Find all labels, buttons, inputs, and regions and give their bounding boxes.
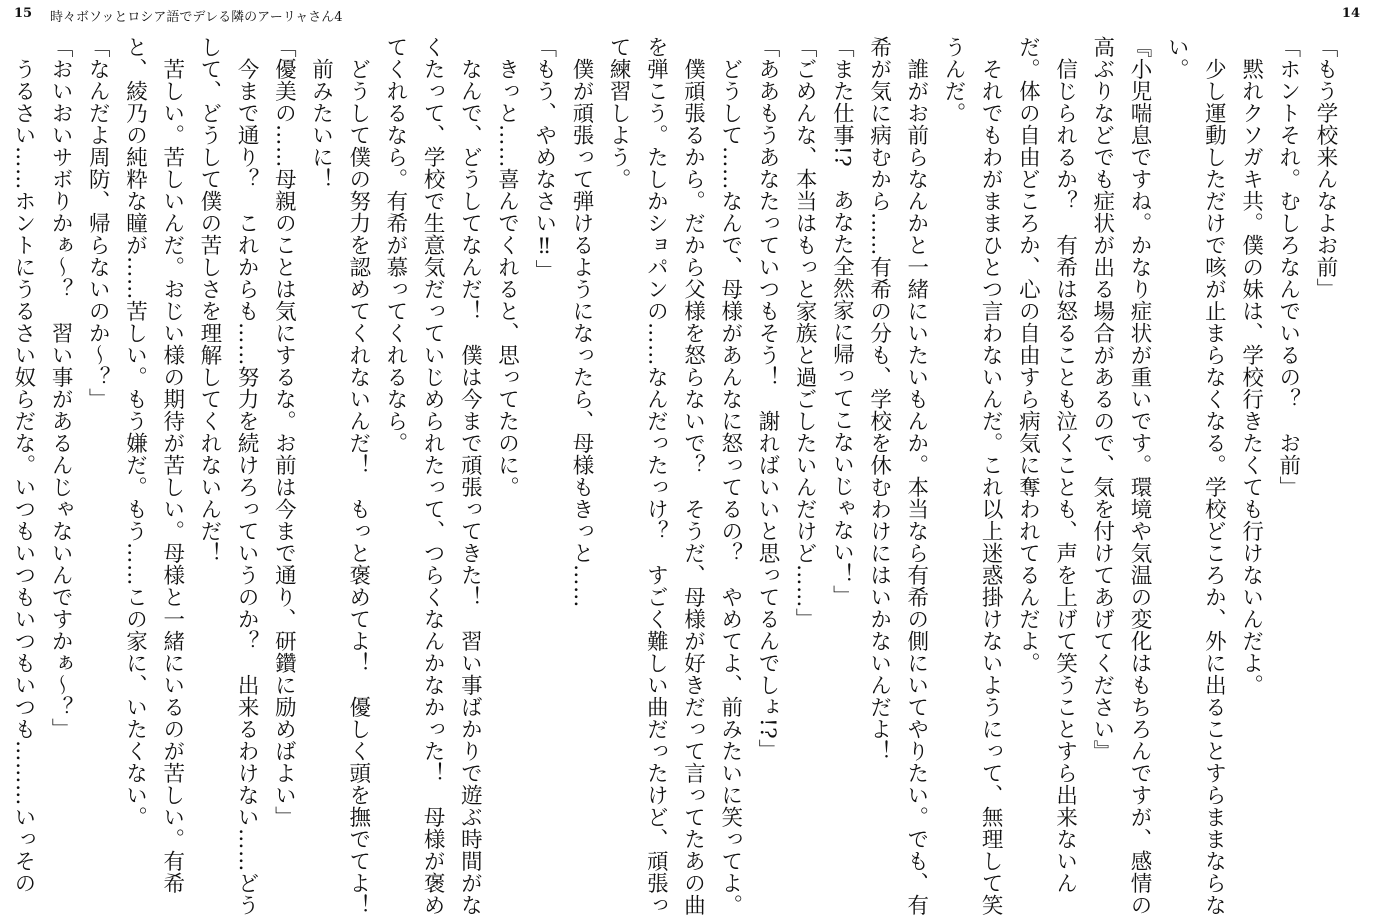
text-line: 『小児喘息ですね。かなり症状が重いです。環境や気温の変化はもちろんですが、感情の (1126, 36, 1152, 916)
text-line: 僕頑張るから。だから父様を怒らないで？ そうだ、母様が好きだって言ってたあの曲 (680, 36, 706, 916)
text-line: どうして……なんで、母様があんなに怒ってるの？ やめてよ、前みたいに笑ってよ。 (717, 36, 743, 916)
text-line: なんで、どうしてなんだ！ 僕は今まで頑張ってきた！ 習い事ばかりで遊ぶ時間がな (457, 36, 483, 916)
text-line: それでもわがままひとつ言わないんだ。これ以上迷惑掛けないようにって、無理して笑 (978, 36, 1004, 916)
text-line: 希が気に病むから……有希の分も、学校を休むわけにはいかないんだよ！ (866, 36, 892, 762)
text-line: 前みたいに！ (308, 36, 334, 190)
text-line: だ。体の自由どころか、心の自由すら病気に奪われてるんだよ。 (1015, 36, 1041, 674)
text-line: うんだ。 (940, 36, 966, 124)
text-line: して、どうして僕の苦しさを理解してくれないんだ！ (196, 36, 222, 564)
text-line: 今まで通り？ これからも……努力を続けろっていうのか？ 出来るわけない……どう (234, 36, 260, 916)
vertical-text-body (10, 36, 1344, 916)
right-page-number: 14 (1341, 6, 1360, 21)
text-line: 「ごめんな、本当はもっと家族と過ごしたいんだけど……」 (792, 36, 818, 630)
text-line: 黙れクソガキ共。僕の妹は、学校行きたくても行けないんだよ。 (1238, 36, 1264, 696)
left-page-number: 15 (14, 6, 33, 21)
text-line: 少し運動しただけで咳が止まらなくなる。学校どころか、外に出ることすらままならな (1201, 36, 1227, 916)
text-line: 「ああもうあなたっていつもそう！ 謝ればいいと思ってるんでしょ!?」 (754, 36, 780, 762)
text-line: 苦しい。苦しいんだ。おじい様の期待が苦しい。母様と一緒にいるのが苦しい。有希 (159, 36, 185, 894)
text-line: うるさい……ホントにうるさい奴らだな。いつもいつもいつもいつも………いっその (10, 36, 36, 894)
text-line: きっと……喜んでくれると、思ってたのに。 (494, 36, 520, 498)
text-line: どうして僕の努力を認めてくれないんだ！ もっと褒めてよ！ 優しく頭を撫でてよ！ (345, 36, 371, 916)
text-line: と、綾乃の純粋な瞳が……苦しい。もう嫌だ。もう……この家に、いたくない。 (122, 36, 148, 828)
text-line: 高ぶりなどでも症状が出る場合があるので、気を付けてあげてください』 (1089, 36, 1115, 762)
text-line: 「なんだよ周防、帰らないのか～？」 (85, 36, 111, 410)
text-line: 「もう学校来んなよお前」 (1313, 36, 1338, 300)
text-line: 僕が頑張って弾けるようになったら、母様もきっと…… (568, 36, 594, 608)
text-line: 「また仕事!? あなた全然家に帰ってこないじゃない！」 (829, 36, 855, 608)
text-line: 「優美の……母親のことは気にするな。お前は今まで通り、研鑽に励めばよい」 (271, 36, 297, 828)
text-line: い。 (1164, 36, 1190, 80)
text-line: 「ホントそれ。むしろなんでいるの？ お前」 (1275, 36, 1301, 498)
text-line: 「おいおいサボりかぁ～？ 習い事があるんじゃないんですかぁ～？」 (48, 36, 74, 740)
text-line: を弾こう。たしかショパンの……なんだったっけ？ すごく難しい曲だったけど、頑張っ (643, 36, 669, 916)
text-line: くたって、学校で生意気だっていじめられたって、つらくなんかなかった！ 母様が褒め (420, 36, 446, 916)
book-title: 時々ボソッとロシア語でデレる隣のアーリャさん4 (50, 10, 343, 25)
text-line: てくれるなら。有希が慕ってくれるなら。 (382, 36, 408, 454)
text-line: 信じられるか？ 有希は怒ることも泣くことも、声を上げて笑うことすら出来ないん (1052, 36, 1078, 894)
text-line: 誰がお前らなんかと一緒にいたいもんか。本当なら有希の側にいてやりたい。でも、有 (903, 36, 929, 916)
page-header (0, 6, 1396, 28)
text-line: 「もう、やめなさい‼」 (531, 36, 557, 282)
text-line: て練習しよう。 (606, 36, 632, 190)
